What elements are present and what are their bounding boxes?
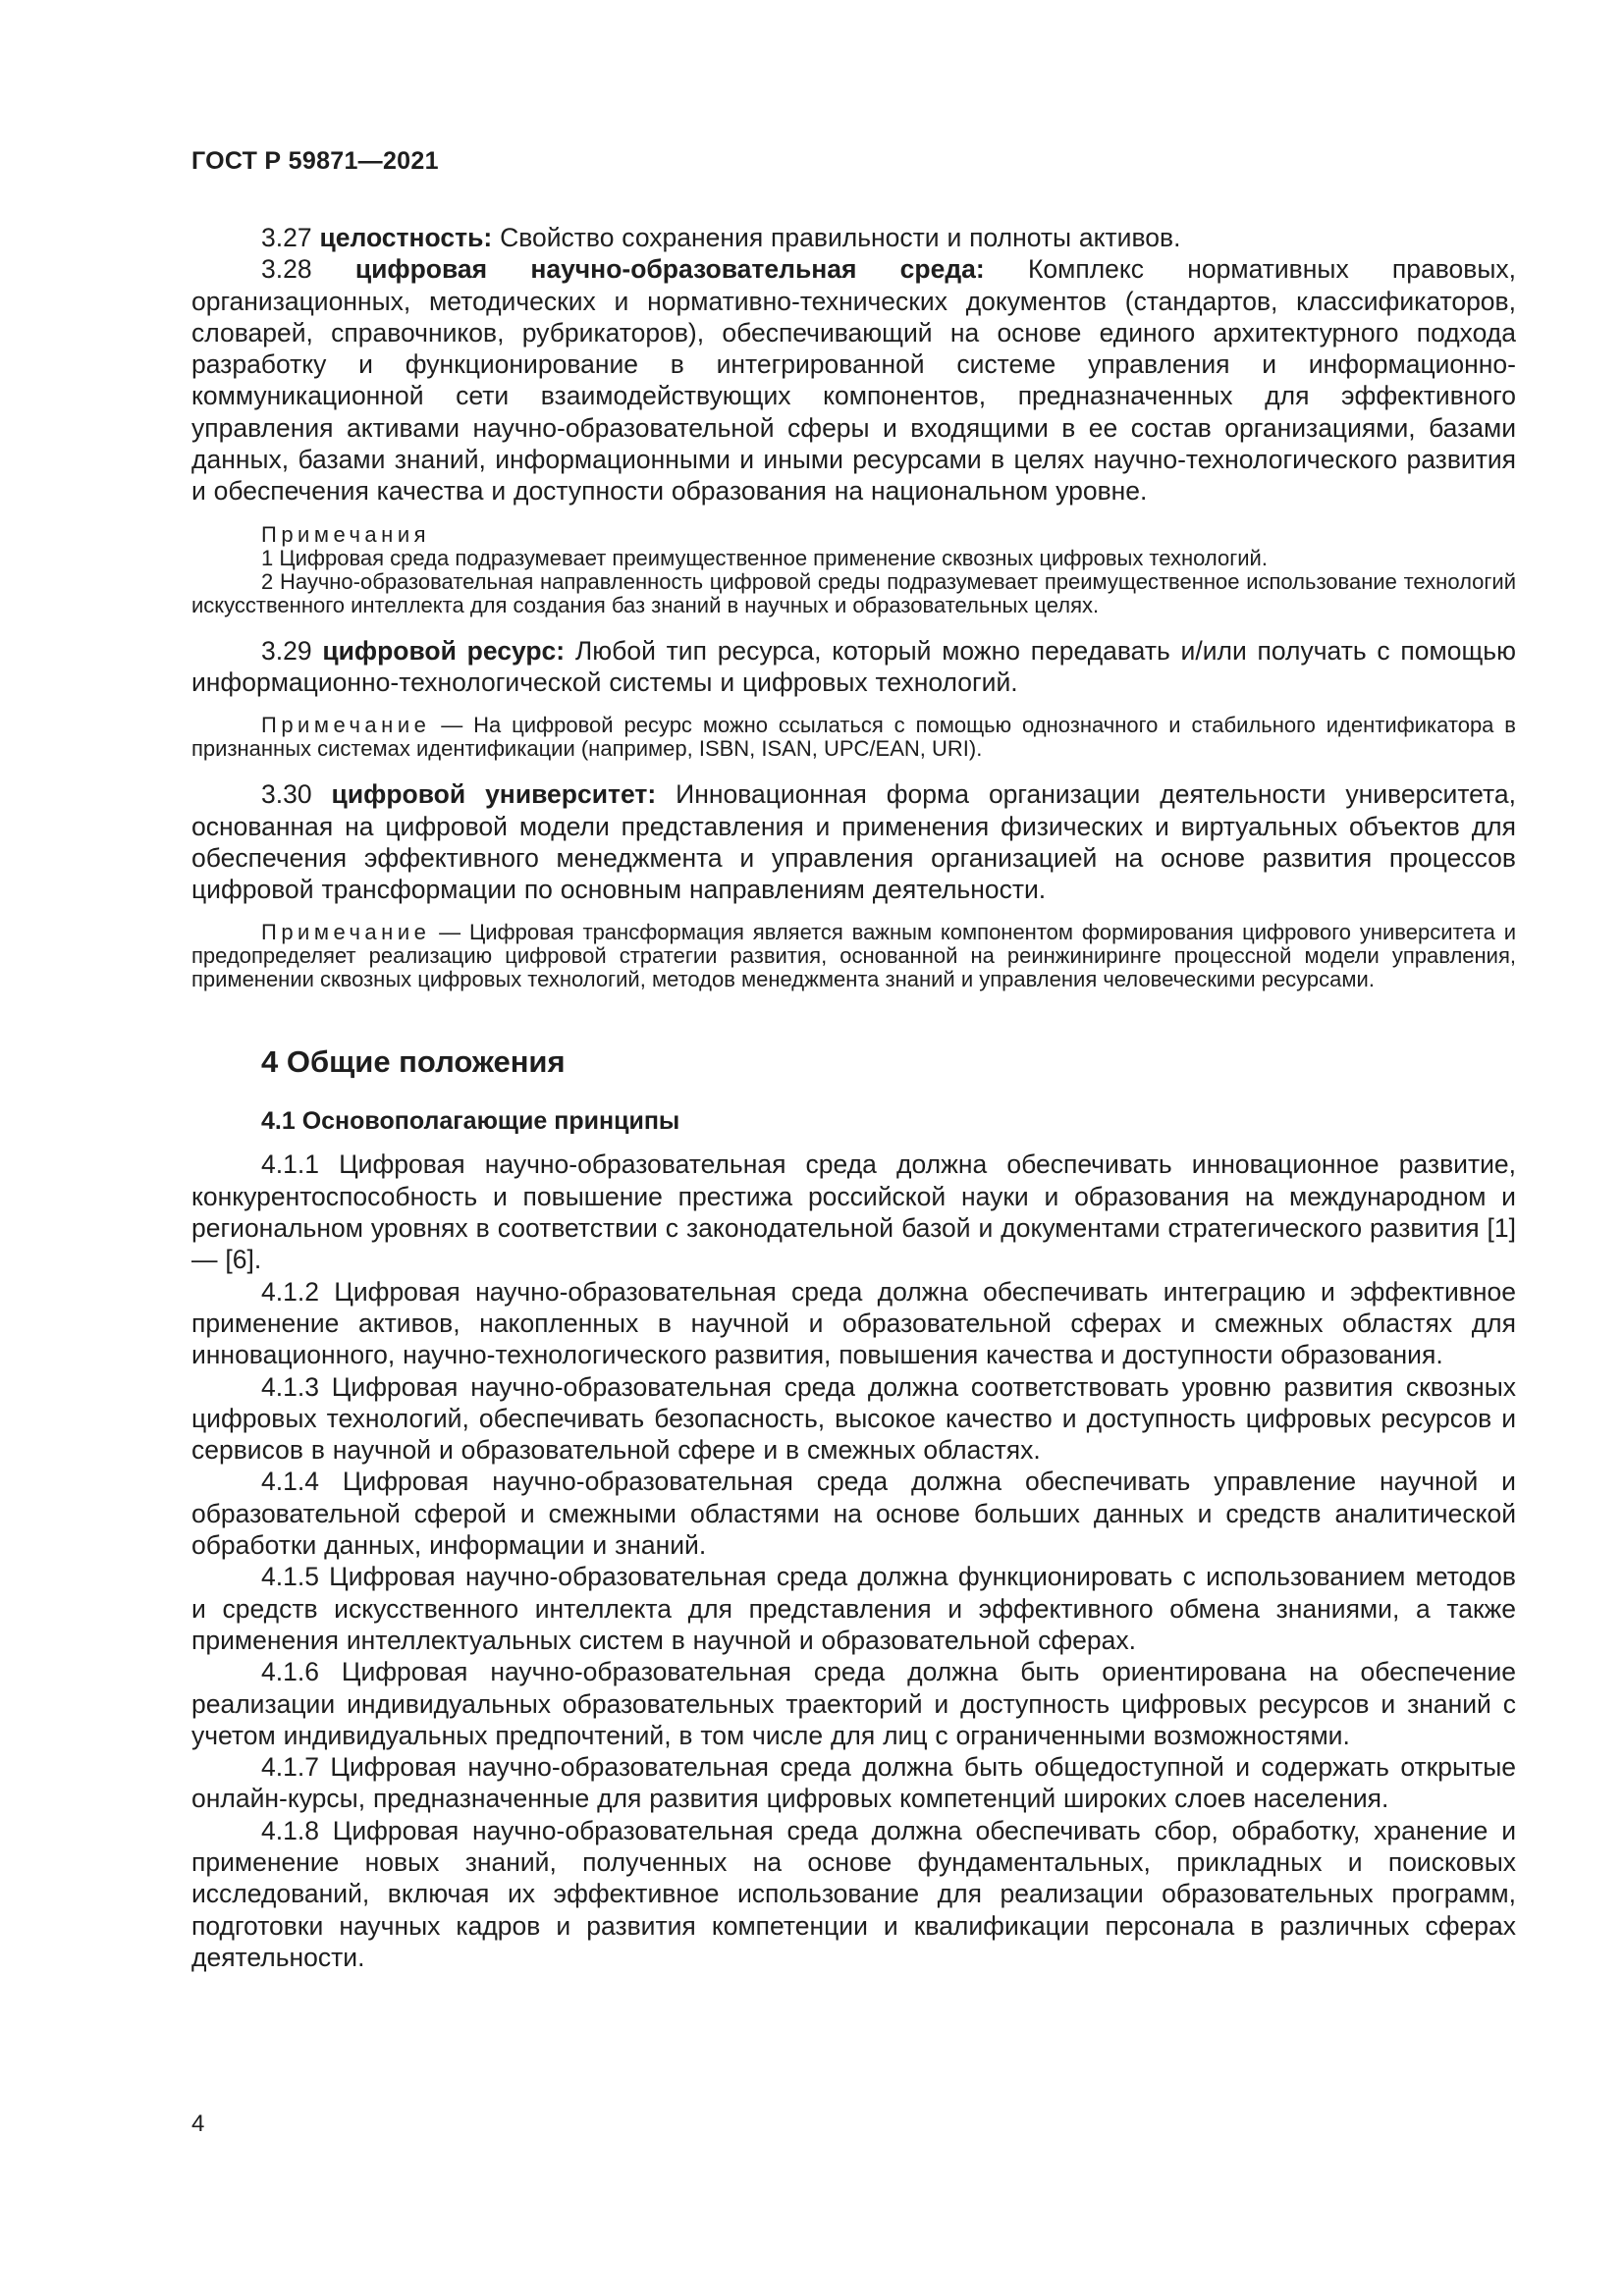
subsection-heading: 4.1 Основополагающие принципы [261,1107,680,1136]
notes-3-28 [191,523,1516,617]
term-definition: Свойство сохранения правильности и полноты активов. [500,223,1181,252]
term-definition: Инновационная форма организации деятельности университета, основанная на цифровой модели представления и применения физических и виртуальных объектов для обеспечения эффективного менеджмента и управления организацией на основе развития процессов цифровой трансформации по основным направлениям деятельности. [191,779,1516,905]
notes-label: Примечания [261,521,431,547]
note-item: 2 Научно-образовательная направленность цифровой среды подразумевает преимущественное использование технологий искусственного интеллекта для создания баз знаний в научных и образовательных целях. [191,568,1516,617]
term-name: цифровой университет: [331,779,657,810]
paragraph-4-1-7: 4.1.7 Цифровая научно-образовательная среда должна быть общедоступной и содержать открытые онлайн-курсы, предназначенные для развития цифровых компетенций широких слоев населения. [191,1752,1516,1814]
note-3-29 [191,714,1516,761]
term-name: целостность: [319,223,493,252]
note-label: Примечание [261,713,431,738]
term-3-29 [191,635,1516,699]
note-item [191,921,1516,991]
page-number: 4 [191,2110,205,2137]
term-3-27 [191,222,1516,253]
term-definition: Комплекс нормативных правовых, организационных, методических и нормативно-технических документов (стандартов, классификаторов, словарей, справочников, рубрикаторов), обеспечивающий на основе единого архитектурного подхода разработку и функционирование в интегрированной системе управления и информационно-коммуникационной сети взаимодействующих компонентов, предназначенных для эффективного управления активами научно-образовательной сферы и входящими в ее состав организациями, базами данных, базами знаний, информационными и иными ресурсами в целях научно-технологического развития и обеспечения качества и доступности образования на национальном уровне. [191,254,1516,507]
term-number: 3.29 [261,635,312,666]
paragraph-4-1-4: 4.1.4 Цифровая научно-образовательная среда должна обеспечивать управление научной и образовательной сферой и смежными областями на основе больших данных и средств аналитической обработки данных, информации и знаний. [191,1467,1516,1561]
term-3-28 [191,253,1516,507]
term-name: цифровая научно-образовательная среда: [354,254,985,285]
note-label: Примечание [261,920,431,945]
page-content [191,222,1516,1973]
paragraph-4-1-2: 4.1.2 Цифровая научно-образовательная среда должна обеспечивать интеграцию и эффективное применение активов, накопленных в научной и образовательной сферах и смежных областях для инновационного, научно-технологического развития, повышения качества и доступности образования. [191,1276,1516,1370]
note-3-30 [191,921,1516,991]
note-text: — На цифровой ресурс можно ссылаться с помощью однозначного и стабильного идентификатора в признанных системах идентификации (например, ISBN, ISAN, UPC/EAN, URI). [191,713,1516,762]
note-item: 1 Цифровая среда подразумевает преимущественное применение сквозных цифровых технологий. [261,545,1268,570]
document-code-header: ГОСТ Р 59871—2021 [191,147,439,175]
term-number: 3.28 [261,254,312,285]
paragraph-4-1-3: 4.1.3 Цифровая научно-образовательная среда должна соответствовать уровню развития сквозных цифровых технологий, обеспечивать безопасность, высокое качество и доступность цифровых ресурсов и сервисов в научной и образовательной сфере и в смежных областях. [191,1371,1516,1466]
note-item [191,714,1516,761]
term-name: цифровой ресурс: [322,635,566,666]
paragraph-4-1-6: 4.1.6 Цифровая научно-образовательная среда должна быть ориентирована на обеспечение реализации индивидуальных образовательных траекторий и доступность цифровых ресурсов и знаний с учетом индивидуальных предпочтений, в том числе для лиц с ограниченными возможностями. [191,1657,1516,1750]
paragraph-4-1-8: 4.1.8 Цифровая научно-образовательная среда должна обеспечивать сбор, обработку, хранение и применение новых знаний, полученных на основе фундаментальных, прикладных и поисковых исследований, включая их эффективное использование для реализации образовательных программ, подготовки научных кадров и развития компетенции и квалификации персонала в различных сферах деятельности. [191,1815,1516,1972]
term-3-30 [191,778,1516,905]
section-heading: 4 Общие положения [261,1044,566,1080]
paragraph-4-1-1: 4.1.1 Цифровая научно-образовательная среда должна обеспечивать инновационное развитие, конкурентоспособность и повышение престижа российской науки и образования на международном и региональном уровнях в соответствии с законодательной базой и документами стратегического развития [1] — [6]. [191,1149,1516,1275]
term-number: 3.30 [261,779,312,810]
term-definition: Любой тип ресурса, который можно передавать и/или получать с помощью информационно-технологической системы и цифровых технологий. [191,635,1516,697]
term-number: 3.27 [261,223,312,252]
paragraph-4-1-5: 4.1.5 Цифровая научно-образовательная среда должна функционировать с использованием методов и средств искусственного интеллекта для представления и эффективного обмена знаниями, а также применения интеллектуальных систем в научной и образовательной сферах. [191,1562,1516,1655]
note-text: — Цифровая трансформация является важным компонентом формирования цифрового университета и предопределяет реализацию цифровой стратегии развития, основанной на реинжиниринге процессной модели управления, применении сквозных цифровых технологий, методов менеджмента знаний и управления человеческими ресурсами. [191,920,1516,992]
